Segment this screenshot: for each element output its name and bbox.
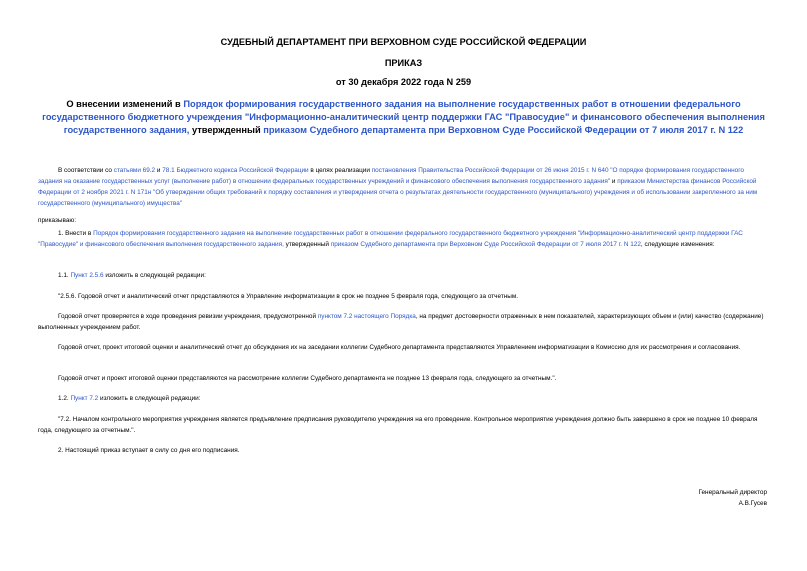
item-1-link-order-122[interactable]: приказом Судебного департамента при Верховном Суде Российской Федерации от 7 июля 2017 г. N 122 xyxy=(330,241,641,248)
item-1-1-text-1: 1.1. xyxy=(58,272,71,279)
clause-7-2-paragraph: "7.2. Началом контрольного мероприятия учреждения является предъявление предписания руководителю учреждения на его проведение. Контрольное мероприятие учреждения должно быть завершено в срок не позднее 10 февраля года, следующего за отчетным.". xyxy=(38,416,758,434)
title-link-procedure[interactable]: Порядок формирования государственного задания на выполнение государственных работ в отношении федерального государственного бюджетного учреждения "Информационно-аналитический центр поддержки ГАС "Правосудие" и финансового обеспечения выполнения государственного задания, xyxy=(42,99,765,135)
item-1-link-procedure[interactable]: Порядок формирования государственного задания на выполнение государственных работ в отношении федерального государственного бюджетного учреждения "Информационно-аналитический центр поддержки ГАС "Правосудие" и финансового обеспечения выполнения государственного задания, xyxy=(38,230,743,248)
preamble-text-1: В соответствии со xyxy=(58,167,114,174)
title-text-2: утвержденный xyxy=(189,125,264,135)
link-article-69-2[interactable]: статьями 69.2 xyxy=(113,167,156,174)
item-1-1-paragraph xyxy=(38,270,770,281)
document-type: ПРИКАЗ xyxy=(384,58,423,68)
item-1-text-1: 1. Внести в xyxy=(58,230,94,237)
item-1-2-paragraph xyxy=(38,393,770,404)
link-clause-7-2[interactable]: Пункт 7.2 xyxy=(70,395,99,402)
order-word: приказываю: xyxy=(38,217,76,224)
item-2-paragraph: 2. Настоящий приказ вступает в силу со дня его подписания. xyxy=(58,447,240,454)
clause-2-5-6-paragraph: "2.5.6. Годовой отчет и аналитический отчет представляются в Управление информатизации в срок не позднее 5 февраля года, следующего за отчетным. xyxy=(58,293,519,300)
item-1-text-2: утвержденный xyxy=(283,241,331,248)
audit-text-2: , на предмет достоверности отраженных в нем показателей, характеризующих объем и (или) качество (содержание) выполненных учреждением работ. xyxy=(38,313,764,331)
document-title xyxy=(40,98,767,137)
link-budget-code[interactable]: 78.1 Бюджетного кодекса Российской Федерации xyxy=(162,167,309,174)
signature-name: А.В.Гусев xyxy=(738,500,767,507)
department-name: СУДЕБНЫЙ ДЕПАРТАМЕНТ ПРИ ВЕРХОВНОМ СУДЕ РОССИЙСКОЙ ФЕДЕРАЦИИ xyxy=(220,37,587,47)
item-1-1-text-2: изложить в следующей редакции: xyxy=(103,272,206,279)
link-decree-640[interactable]: постановления Правительства Российской Федерации от 26 июня 2015 г. N 640 "О порядке формирования государственного задания на оказание государственных услуг (выполнение работ) в отношении федеральных государственных учреждений и финансового обеспечения выполнения государственного задания" xyxy=(38,167,744,185)
audit-text-1: Годовой отчет проверяется в ходе проведения ревизии учреждения, предусмотренной xyxy=(58,313,318,320)
audit-paragraph xyxy=(38,311,770,333)
link-minfin-order-171n[interactable]: приказом Министерства финансов Российской Федерации от 2 ноября 2021 г. N 171н "Об утверждении общих требований к порядку составления и утверждения отчета о результатах деятельности государственного (муниципального) учреждения и об использовании закрепленного за ним государственного (муниципального) имущества" xyxy=(38,178,758,207)
document-date: от 30 декабря 2022 года N 259 xyxy=(335,77,472,87)
item-1-2-text-1: 1.2. xyxy=(58,395,71,402)
link-clause-7-2-procedure[interactable]: пунктом 7.2 настоящего Порядка xyxy=(317,313,416,320)
signature-position: Генеральный директор xyxy=(698,489,767,496)
title-text-1: О внесении изменений в xyxy=(66,99,184,109)
preamble-text-4: и xyxy=(610,178,618,185)
item-1-text-3: , следующие изменения: xyxy=(640,241,715,248)
preamble-text-2: и xyxy=(155,167,163,174)
item-1-2-text-2: изложить в следующей редакции: xyxy=(98,395,201,402)
preamble-paragraph xyxy=(38,165,770,209)
link-clause-2-5-6[interactable]: Пункт 2.5.6 xyxy=(70,272,104,279)
preamble-text-3: в целях реализации xyxy=(308,167,372,174)
deadline-paragraph: Годовой отчет и проект итоговой оценки представляются на рассмотрение коллегии Судебного департамента не позднее 13 февраля года, следующего за отчетным.". xyxy=(58,375,557,382)
board-paragraph: Годовой отчет, проект итоговой оценки и аналитический отчет до обсуждения их на заседании коллегии Судебного департамента представляются Управлением информатизации в Комиссию для их рассмотрения и согласования. xyxy=(58,344,741,351)
title-link-order-122[interactable]: приказом Судебного департамента при Верховном Суде Российской Федерации от 7 июля 2017 г. N 122 xyxy=(263,125,744,135)
item-1-paragraph xyxy=(38,228,770,250)
